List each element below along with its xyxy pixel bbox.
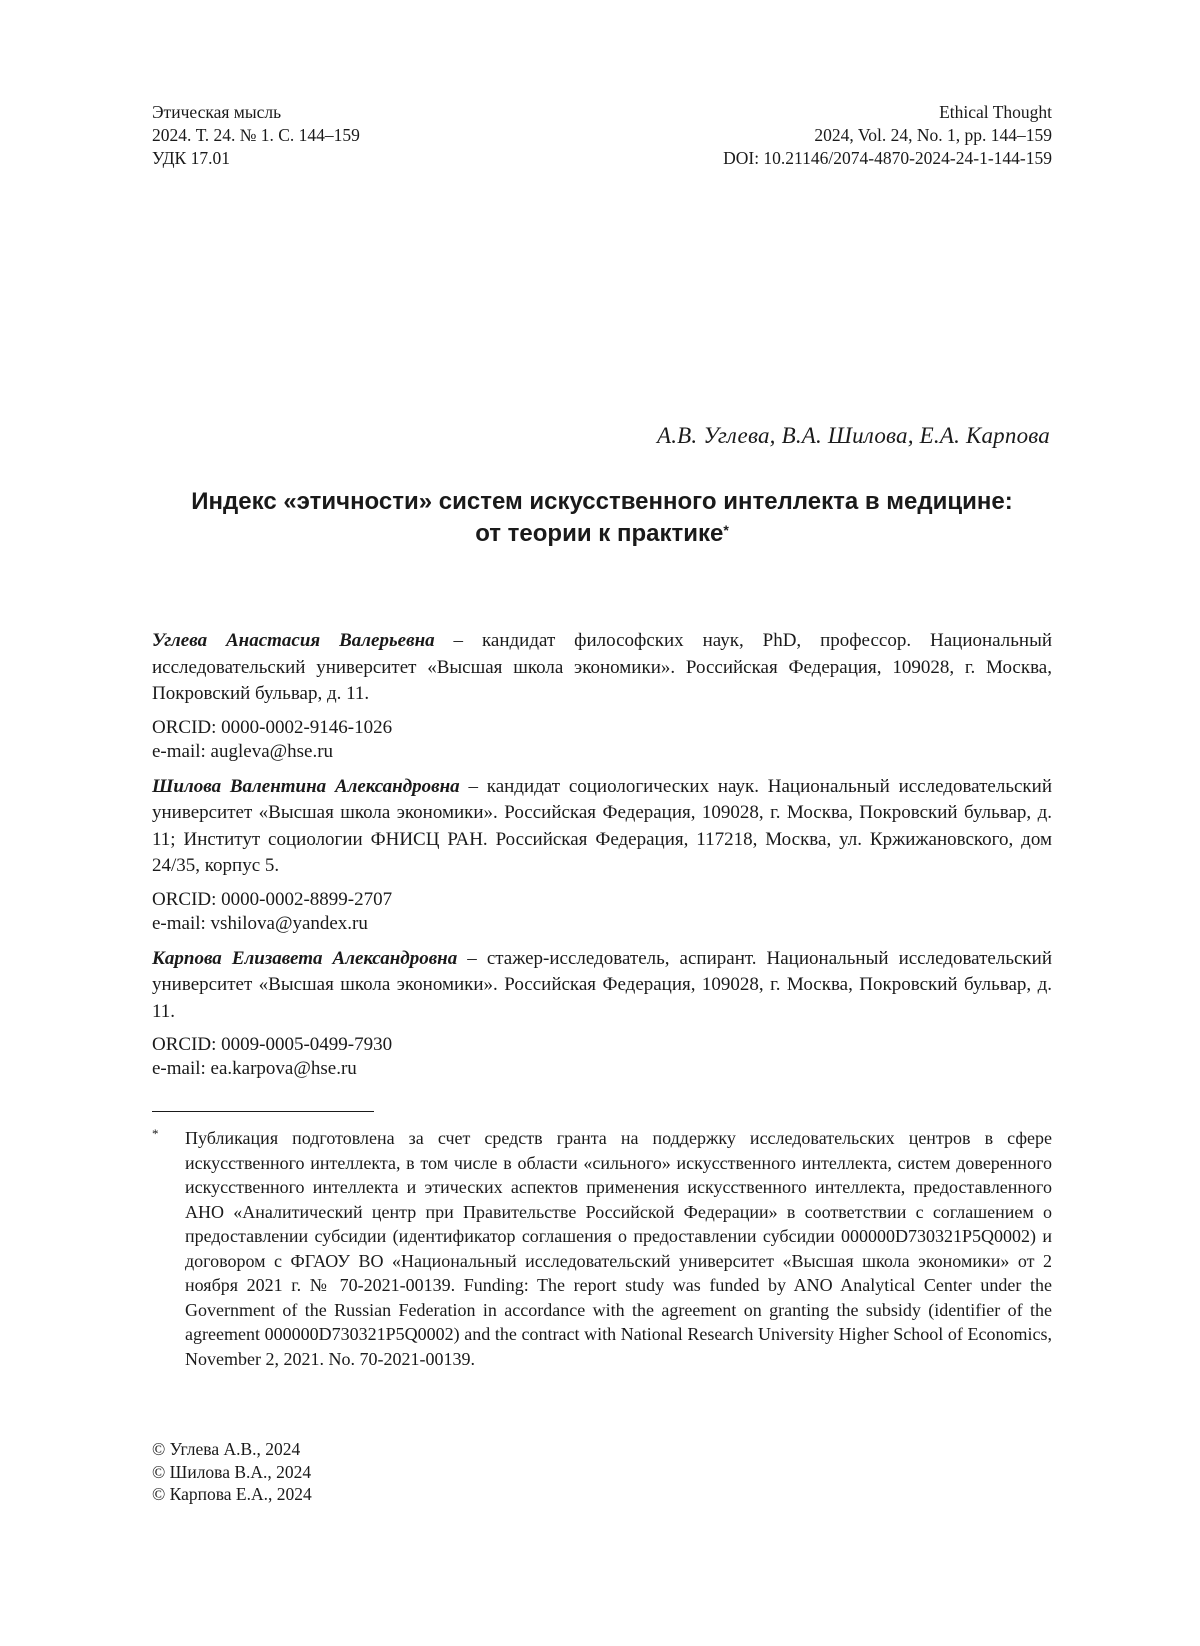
author-name: Углева Анастасия Валерьевна — [152, 630, 435, 651]
footnote-mark: * — [152, 1126, 159, 1141]
journal-issue-ru: 2024. Т. 24. № 1. С. 144–159 — [152, 125, 360, 145]
author-affiliation — [152, 628, 1052, 708]
title-footnote-mark: * — [723, 522, 729, 538]
copyright-line: © Карпова Е.А., 2024 — [152, 1484, 312, 1504]
copyright-line: © Углева А.В., 2024 — [152, 1439, 301, 1459]
author-info-block — [152, 628, 1052, 1091]
author-description: – кандидат философских наук, PhD, профессор. Национальный исследовательский университет «Высшая школа экономики». Российская Федерация, 109028, г. Москва, Покровский бульвар, д. 11. — [152, 630, 1052, 704]
author-orcid: ORCID: 0009-0005-0499-7930 — [152, 1034, 393, 1055]
title-line-2-text: от теории к практике — [475, 520, 724, 547]
author-name: Карпова Елизавета Александровна — [152, 947, 458, 969]
authors-line: А.В. Углева, В.А. Шилова, Е.А. Карпова — [656, 423, 1050, 448]
journal-header-ru — [152, 101, 360, 170]
funding-footnote — [152, 1126, 1052, 1371]
author-entry — [152, 628, 1052, 764]
author-email: e-mail: augleva@hse.ru — [152, 740, 334, 762]
author-contacts — [152, 716, 1052, 764]
author-entry — [152, 946, 1052, 1082]
footnote-text: Публикация подготовлена за счет средств гранта на поддержку исследовательских центров в сфере искусственного интеллекта, в том числе в области «сильного» искусственного интеллекта, систем доверенного искусственного интеллекта и этических аспектов применения искусственного интеллекта, предоставленного АНО «Аналитический центр при Правительстве Российской Федерации» в соответствии с соглашением о предоставлении субсидии (идентификатор соглашения о предоставлении субсидии 000000D730321P5Q0002) и договором с ФГАОУ ВО «Национальный исследовательский университет «Высшая школа экономики» от 2 ноября 2021 г. № 70-2021-00139. Funding: The report study was funded by ANO Analytical Center under the Government of the Russian Federation in accordance with the agreement on granting the subsidy (identifier of the agreement 000000D730321P5Q0002) and the contract with National Research University Higher School of Economics, November 2, 2021. No. 70-2021-00139. — [185, 1128, 1052, 1369]
author-orcid: ORCID: 0000-0002-8899-2707 — [152, 888, 393, 910]
journal-issue-en: 2024, Vol. 24, No. 1, pp. 144–159 — [814, 125, 1052, 145]
journal-name-en: Ethical Thought — [939, 102, 1052, 122]
author-entry — [152, 774, 1052, 936]
author-affiliation — [152, 774, 1052, 880]
article-title — [152, 486, 1052, 550]
author-email: e-mail: vshilova@yandex.ru — [152, 912, 368, 934]
title-line-2 — [152, 518, 1052, 550]
author-name: Шилова Валентина Александровна — [152, 775, 460, 797]
author-description: – стажер-исследователь, аспирант. Национальный исследовательский университет «Высшая школа экономики». Российская Федерация, 109028, г. Москва, Покровский бульвар, д. 11. — [152, 947, 1052, 1022]
author-contacts — [152, 1033, 1052, 1081]
journal-header-en — [723, 101, 1052, 170]
udc-code: УДК 17.01 — [152, 148, 230, 168]
author-email: e-mail: ea.karpova@hse.ru — [152, 1058, 357, 1079]
title-line-1: Индекс «этичности» систем искусственного интеллекта в медицине: — [191, 488, 1013, 515]
author-affiliation — [152, 946, 1052, 1026]
copyright-block — [152, 1438, 312, 1506]
doi: DOI: 10.21146/2074-4870-2024-24-1-144-159 — [723, 148, 1052, 168]
author-orcid: ORCID: 0000-0002-9146-1026 — [152, 716, 393, 738]
footnote-divider — [152, 1111, 374, 1112]
author-description: – кандидат социологических наук. Национальный исследовательский университет «Высшая школа экономики». Российская Федерация, 109028, г. Москва, Покровский бульвар, д. 11; Институт социологии ФНИСЦ РАН. Российская Федерация, 117218, Москва, ул. Кржижановского, дом 24/35, корпус 5. — [152, 775, 1052, 876]
author-contacts — [152, 888, 1052, 936]
journal-name-ru: Этическая мысль — [152, 102, 282, 122]
copyright-line: © Шилова В.А., 2024 — [152, 1461, 312, 1482]
